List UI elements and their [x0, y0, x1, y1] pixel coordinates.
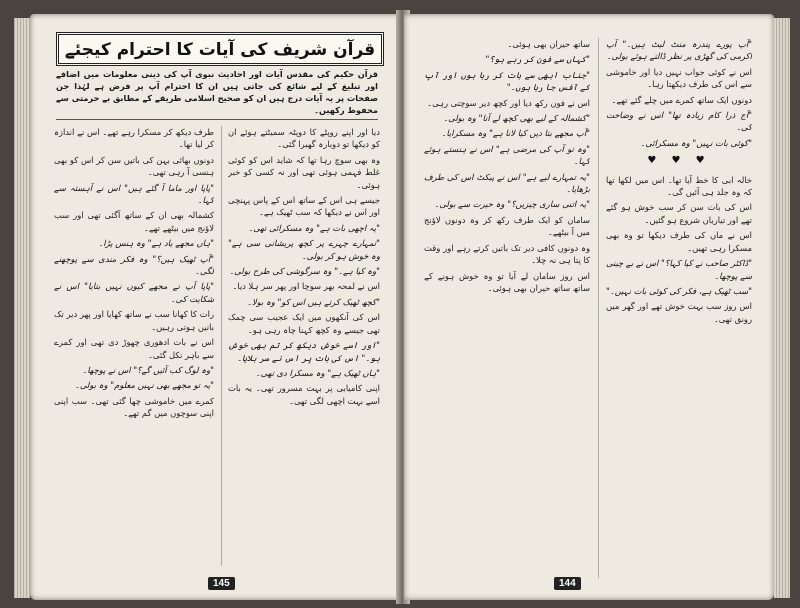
page-edges-right [774, 18, 790, 598]
paragraph: اس نے بات ادھوری چھوڑ دی تھی اور کمرے سے باہر نکل گئی۔ [54, 337, 214, 360]
right-page-column-left [424, 38, 590, 578]
paragraph: "آپ ٹھیک ہیں؟" وہ فکر مندی سے پوچھنے لگی۔ [54, 253, 214, 277]
paragraph: اس نے ماں کی طرف دیکھا تو وہ بھی مسکرا رہی تھیں۔ [606, 230, 752, 253]
paragraph: "پاپا آپ نے مجھے کیوں نہیں بتایا" اس نے شکایت کی۔ [54, 281, 214, 304]
paragraph: "کشمالہ کے لیے بھی کچھ لے آنا" وہ بولی۔ [443, 113, 590, 124]
right-page [404, 14, 774, 600]
paragraph: "آپ مجھے بتا دیں کیا لانا ہے" وہ مسکرایا۔ [441, 128, 590, 139]
paragraph: دیا اور اپنے روپٹے کا دوپٹہ سمیٹتے ہوئے ان کو دیکھا تو دوبارہ گھبرا گئی۔ [228, 127, 380, 150]
paragraph: "یہ اچھی بات ہے" وہ مسکرائی تھی۔ [248, 222, 380, 233]
paragraph: اس نے لمحہ بھر سوچا اور پھر سر ہلا دیا۔ [232, 281, 380, 292]
paragraph: اس روز سب بہت خوش تھے اور گھر میں رونق تھی۔ [606, 301, 752, 324]
paragraph: اپنی کامیابی پر بہت مسرور تھی۔ یہ بات اسے بہت اچھی لگی تھی۔ [228, 383, 380, 406]
paragraph: "کہاں سے فون کر رہے ہو؟" [485, 54, 590, 65]
quran-notice-intro: قرآن حکیم کی مقدس آیات اور احادیث نبوی آپ کی دینی معلومات میں اضافے اور تبلیغ کے لیے شائع کی جاتی ہیں ان کا احترام آپ پر فرض ہے لہٰذا جن صفحات پر یہ آیات درج ہیں ان کو صحیح اسلامی طریقے کے مطابق بے حرمتی سے محفوظ رکھیں۔ [56, 68, 378, 120]
paragraph: اس نے کوئی جواب نہیں دیا اور خاموشی سے اس کی طرف دیکھتا رہا۔ [606, 66, 752, 90]
paragraph: "اور اسے خوش دیکھ کر تم بھی خوش ہو۔" اس کی بات پر اس نے سر ہلایا۔ [228, 340, 380, 363]
page-number: 145 [208, 577, 235, 590]
paragraph: "کچھ ٹھیک کرتے ہیں اس کو" وہ بولا۔ [246, 296, 380, 307]
left-page-column-left [54, 126, 214, 566]
paragraph: "ڈاکٹر صاحب نے کیا کہا؟" اس نے بے چینی سے پوچھا۔ [606, 258, 752, 281]
paragraph: اس روز سامان لے آیا تو وہ خوش ہونے کے ساتھ ساتھ حیران بھی ہوئی۔ [424, 270, 590, 293]
paragraph: سامان کو ایک طرف رکھ کر وہ دونوں لاؤنج میں آ بیٹھے۔ [424, 214, 590, 238]
right-page-column-right [606, 38, 752, 578]
paragraph: "وہ کیا ہے۔" وہ سرگوشی کی طرح بولی۔ [229, 266, 380, 277]
paragraph: "وہ لوگ کب آئیں گے؟" اس نے پوچھا۔ [82, 364, 214, 375]
section-separator: ♥ ♥ ♥ [647, 155, 711, 167]
paragraph: جیسے ہی اس کے ساتھ اس کے پاس پہنچی اور اس نے دیکھا کہ سب ٹھیک ہے۔ [228, 195, 380, 218]
paragraph: اس نے فون رکھ دیا اور کچھ دیر سوچتی رہی۔ [427, 97, 590, 108]
paragraph: کمرے میں خاموشی چھا گئی تھی۔ سب اپنی اپنی سوچوں میں گم تھے۔ [54, 395, 214, 419]
paragraph: کشمالہ بھی ان کے ساتھ آگئی تھی اور سب لاؤنج میں بیٹھے تھے۔ [54, 210, 214, 233]
paragraph: وہ دونوں کافی دیر تک باتیں کرتے رہے اور وقت کا پتا ہی نہ چلا۔ [424, 242, 590, 266]
column-divider [221, 126, 222, 566]
paragraph: دونوں بھائی بہن کی باتیں سن کر اس کو بھی ہنسی آ رہی تھی۔ [54, 154, 214, 178]
quran-notice-box [56, 32, 384, 66]
paragraph: اس کی بات سن کر سب خوش ہو گئے تھے اور تیاریاں شروع ہو گئیں۔ [606, 202, 752, 225]
left-page-column-right [228, 126, 380, 566]
paragraph: "یہ تمہارے لیے ہے" اس نے پیکٹ اس کی طرف بڑھایا۔ [424, 171, 590, 195]
paragraph: "آج ذرا کام زیادہ تھا" اس نے وضاحت کی۔ [606, 110, 752, 133]
paragraph: "تمہارے چہرے پر کچھ پریشانی سی ہے" وہ خوش ہو کر بولی۔ [228, 238, 380, 261]
paragraph: وہ بھی سوچ رہا تھا کہ شاید اس کو کوئی غلط فہمی ہوئی تھی اور نہ کسی کو خبر ہوئی۔ [228, 154, 380, 190]
left-page [30, 14, 402, 600]
paragraph: اس کی آنکھوں میں ایک عجیب سی چمک تھی جیسے وہ کچھ کہنا چاہ رہی ہو۔ [228, 312, 380, 335]
paragraph: ساتھ حیران بھی ہوئی۔ [507, 39, 590, 49]
paragraph: "ہاں مجھے یاد ہے" وہ ہنس پڑا۔ [98, 238, 214, 249]
paragraph: "وہ تو آپ کی مرضی ہے" اس نے ہنستے ہوئے کہا۔ [424, 143, 590, 167]
paragraph: خالہ ابی کا خط آیا تھا۔ اس میں لکھا تھا کہ وہ جلد ہی آئیں گی۔ [606, 174, 752, 198]
quran-notice-heading: قرآن شریف کی آیات کا احترام کیجئے [64, 39, 376, 60]
paragraph: "کوئی بات نہیں" وہ مسکرائی۔ [640, 137, 752, 148]
paragraph: "ہاں ٹھیک ہے" وہ مسکرا دی تھی۔ [255, 367, 380, 378]
paragraph: "پاپا اور ماما آ گئے ہیں" اس نے آہستہ سے کہا۔ [54, 182, 214, 206]
paragraph: طرف دیکھ کر مسکرا رہے تھے۔ اس نے اندازہ کر لیا تھا۔ [54, 127, 214, 150]
paragraph: "آپ پورے پندرہ منٹ لیٹ ہیں۔" آپ اکرمی کی گھڑی پر نظر ڈالتے ہوئے بولی۔ [606, 39, 752, 62]
page-number: 144 [554, 577, 581, 590]
paragraph: دونوں ایک ساتھ کمرے میں چلے گئے تھے۔ [611, 94, 752, 105]
column-divider [598, 38, 599, 578]
paragraph: "جناب ابھی سے بات کر رہا ہوں اور آپ کے آفس جا رہا ہوں۔" [424, 69, 590, 93]
paragraph: "سب ٹھیک ہے، فکر کی کوئی بات نہیں۔" [606, 285, 752, 296]
page-edges-left [14, 18, 30, 598]
paragraph: "یہ تو مجھے بھی نہیں معلوم" وہ بولی۔ [74, 380, 214, 391]
paragraph: رات کا کھانا سب نے ساتھ کھایا اور پھر دیر تک باتیں ہوتی رہیں۔ [54, 309, 214, 332]
paragraph: "یہ اتنی ساری چیزیں؟" وہ حیرت سے بولی۔ [434, 199, 590, 210]
